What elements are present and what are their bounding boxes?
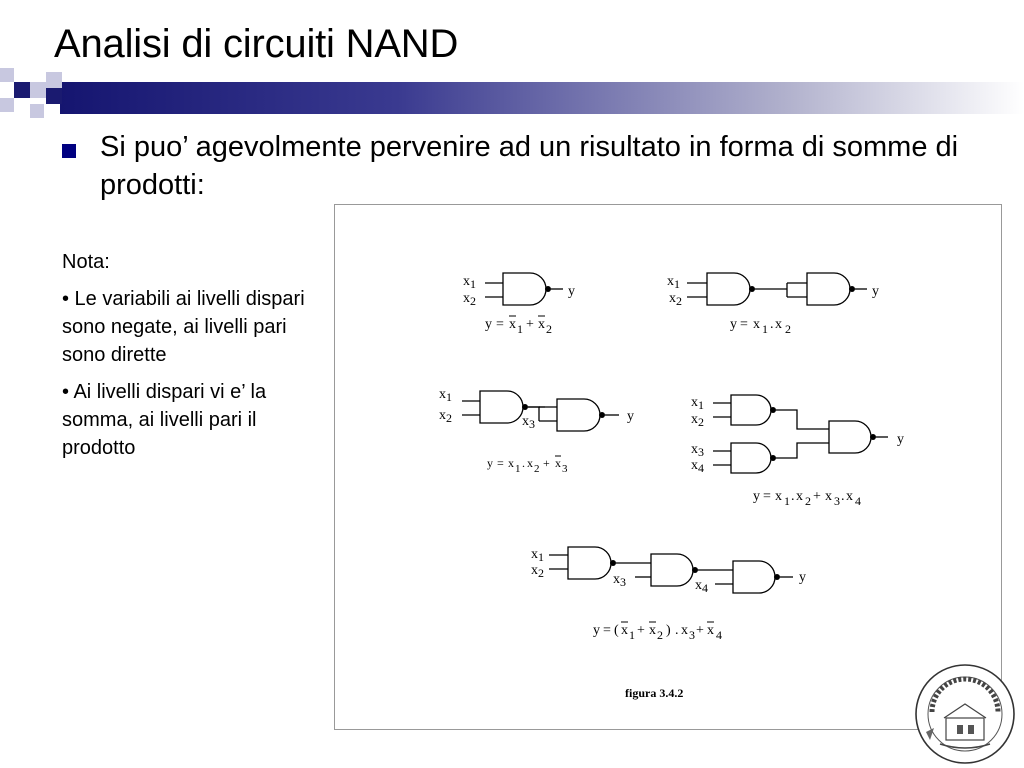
formula-token: 3	[562, 463, 568, 475]
nand-gate	[568, 547, 611, 579]
input-subscript: 4	[698, 461, 704, 475]
formula-token: 2	[785, 322, 791, 336]
formula-token: y	[487, 456, 493, 470]
input-label: x	[463, 274, 470, 289]
input-subscript: 1	[698, 398, 704, 412]
input-subscript: 3	[620, 575, 626, 589]
input-label: x	[669, 291, 676, 306]
formula-token: +	[696, 623, 704, 638]
formula-token: x	[681, 623, 688, 638]
nand-gate	[829, 421, 871, 453]
formula-token: =	[496, 317, 504, 332]
circuit-3	[439, 387, 634, 475]
circuit-5	[531, 547, 806, 700]
nand-gate	[503, 273, 546, 305]
notes-panel	[62, 248, 334, 471]
svg-text:x2	[439, 408, 452, 425]
formula-token: x	[508, 456, 514, 470]
inversion-bubble	[599, 412, 605, 418]
bullet-text: Si puo’ agevolmente pervenire ad un risultato in forma di somme di prodotti:	[100, 131, 959, 201]
output-label: y	[799, 570, 806, 585]
formula-token: x	[775, 489, 782, 504]
formula-token: +	[637, 623, 645, 638]
inversion-bubble	[545, 286, 551, 292]
svg-text:x1	[463, 274, 476, 291]
formula-token: 2	[805, 494, 811, 508]
circuit-2	[667, 273, 879, 337]
inversion-bubble	[774, 574, 780, 580]
formula-token: =	[497, 456, 504, 470]
formula-token: 4	[716, 628, 722, 642]
formula-token: .	[841, 489, 845, 504]
nand-gate	[807, 273, 850, 305]
input-subscript: 1	[470, 277, 476, 291]
formula-token: y	[485, 317, 492, 332]
formula-token: x	[555, 456, 561, 470]
square-bullet-icon	[62, 144, 76, 158]
formula-token: x	[538, 317, 545, 332]
input-subscript: 4	[702, 581, 708, 595]
svg-text:y = x	[485, 317, 552, 337]
inversion-bubble	[870, 434, 876, 440]
formula-token: x	[509, 317, 516, 332]
input-label: x	[691, 458, 698, 473]
svg-text:y = x	[753, 489, 861, 509]
formula-token: 1	[515, 463, 521, 475]
formula-token: 1	[629, 628, 635, 642]
formula-token: x	[796, 489, 803, 504]
svg-text:y = (	[593, 623, 722, 643]
formula-token: y	[593, 623, 600, 638]
input-label: x	[522, 414, 529, 429]
input-label: x	[667, 274, 674, 289]
notes-heading: Nota:	[62, 251, 110, 273]
svg-text:x4	[695, 578, 708, 595]
formula-token: x	[707, 623, 714, 638]
formula-token: +	[813, 489, 821, 504]
input-label: x	[439, 408, 446, 423]
nand-gate	[731, 395, 771, 425]
svg-text:x1	[531, 547, 544, 564]
header-decoration-bar	[0, 64, 1024, 130]
nand-gate	[731, 443, 771, 473]
input-label: x	[613, 572, 620, 587]
inversion-bubble	[849, 286, 855, 292]
formula-token: x	[775, 317, 782, 332]
svg-text:x3	[522, 414, 535, 431]
university-seal-icon	[912, 662, 1018, 766]
nand-gate	[480, 391, 523, 423]
nand-gate	[733, 561, 775, 593]
formula-token: .	[770, 317, 774, 332]
svg-text:x1	[691, 395, 704, 412]
input-label: x	[531, 563, 538, 578]
input-label: x	[439, 387, 446, 402]
inversion-bubble	[749, 286, 755, 292]
formula-token: 2	[657, 628, 663, 642]
input-subscript: 2	[676, 294, 682, 308]
formula-token: x	[846, 489, 853, 504]
inversion-bubble	[522, 404, 528, 410]
circuit-1	[463, 273, 575, 337]
figure-caption: figura 3.4.2	[625, 686, 684, 700]
svg-text:x2	[691, 412, 704, 429]
input-subscript: 2	[698, 415, 704, 429]
svg-text:x2	[463, 291, 476, 308]
inversion-bubble	[770, 455, 776, 461]
input-subscript: 3	[529, 417, 535, 431]
input-label: x	[691, 412, 698, 427]
formula-token: x	[621, 623, 628, 638]
input-subscript: 1	[674, 277, 680, 291]
svg-text:x2	[531, 563, 544, 580]
formula-token: x	[825, 489, 832, 504]
formula-token: 1	[784, 494, 790, 508]
formula-token: 2	[534, 463, 540, 475]
slide-title: Analisi di circuiti NAND	[54, 22, 459, 66]
formula-token: x	[649, 623, 656, 638]
svg-text:x3	[691, 442, 704, 459]
inversion-bubble	[692, 567, 698, 573]
nand-gate	[557, 399, 600, 431]
svg-text:x3	[613, 572, 626, 589]
nand-circuits-figure	[334, 204, 1002, 730]
output-label: y	[627, 409, 634, 424]
formula-token: 1	[517, 322, 523, 336]
formula-token: =	[603, 623, 611, 638]
formula-token: x	[753, 317, 760, 332]
output-label: y	[897, 432, 904, 447]
formula-token: 2	[546, 322, 552, 336]
svg-text:x1	[667, 274, 680, 291]
nand-gate	[651, 554, 693, 586]
input-label: x	[695, 578, 702, 593]
svg-text:x1	[439, 387, 452, 404]
note-item-1: • Le variabili ai livelli dispari sono negate, ai livelli pari sono dirette	[62, 288, 305, 366]
nand-gate	[707, 273, 750, 305]
output-label: y	[568, 284, 575, 299]
input-subscript: 2	[470, 294, 476, 308]
formula-token: .	[675, 623, 679, 638]
note-item-2: • Ai livelli dispari vi e’ la somma, ai livelli pari il prodotto	[62, 381, 267, 459]
formula-token: 3	[689, 628, 695, 642]
output-label: y	[872, 284, 879, 299]
inversion-bubble	[610, 560, 616, 566]
formula-token: =	[740, 317, 748, 332]
formula-token: +	[543, 456, 550, 470]
formula-token: 4	[855, 494, 861, 508]
formula-token: .	[791, 489, 795, 504]
formula-token: =	[763, 489, 771, 504]
formula-token: 1	[762, 322, 768, 336]
formula-token: x	[527, 456, 533, 470]
svg-text:y = x	[730, 317, 791, 337]
input-label: x	[463, 291, 470, 306]
svg-text:y = x	[487, 456, 568, 475]
input-label: x	[531, 547, 538, 562]
circuit-4	[691, 395, 904, 509]
formula-token: y	[753, 489, 760, 504]
input-label: x	[691, 442, 698, 457]
formula-token: y	[730, 317, 737, 332]
svg-text:x2	[669, 291, 682, 308]
input-subscript: 2	[538, 566, 544, 580]
formula-token: )	[666, 623, 671, 638]
input-label: x	[691, 395, 698, 410]
formula-token: 3	[834, 494, 840, 508]
input-subscript: 3	[698, 445, 704, 459]
formula-token: (	[614, 623, 619, 638]
formula-token: .	[522, 456, 525, 470]
input-subscript: 1	[446, 390, 452, 404]
input-subscript: 1	[538, 550, 544, 564]
inversion-bubble	[770, 407, 776, 413]
formula-token: +	[526, 317, 534, 332]
svg-text:x4	[691, 458, 704, 475]
input-subscript: 2	[446, 411, 452, 425]
